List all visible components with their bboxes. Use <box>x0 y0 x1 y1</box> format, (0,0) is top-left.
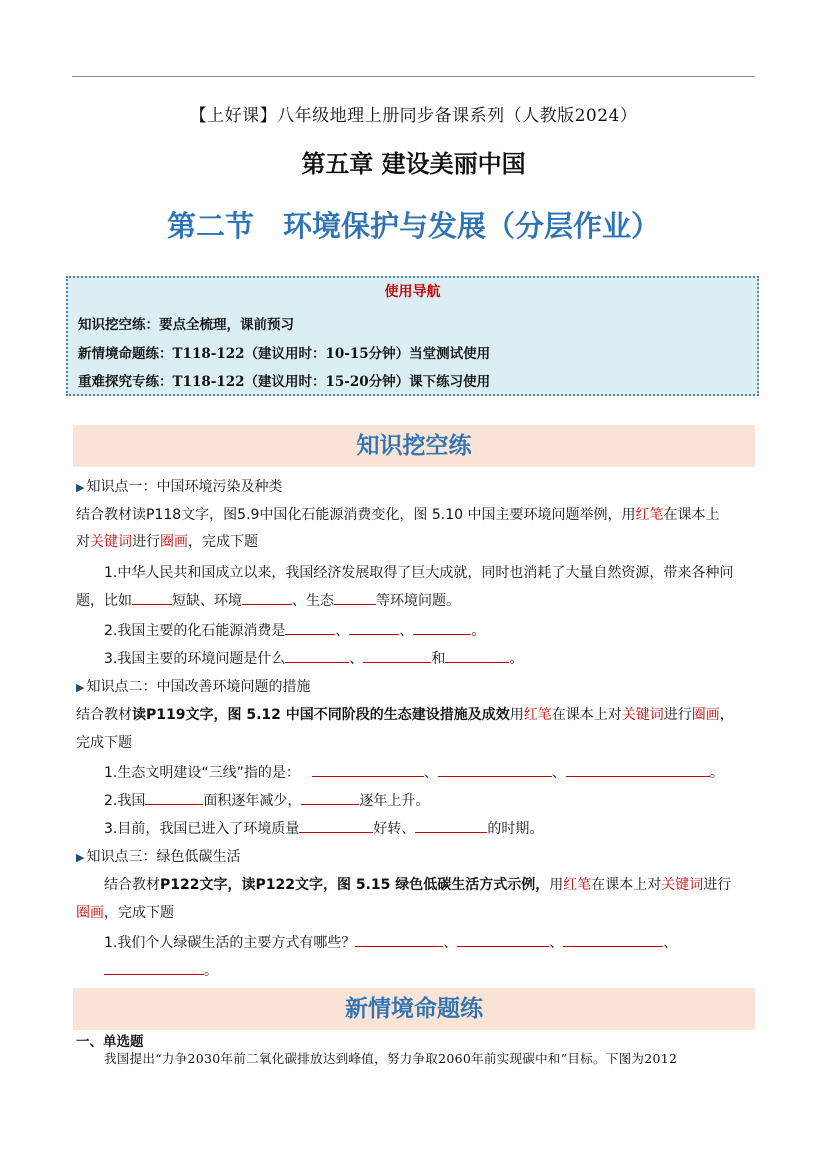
part-heading: 一、单选题 <box>76 1034 144 1050</box>
kp1-intro-line2: 对关键词进行圈画，完成下题 <box>76 534 258 550</box>
kp2-q1: 1.生态文明建设“三线”指的是： 、 、 。 <box>104 762 724 782</box>
answer-blank[interactable] <box>566 762 710 777</box>
answer-blank[interactable] <box>363 648 431 663</box>
triangle-icon: ▶ <box>76 481 85 494</box>
answer-blank[interactable] <box>285 648 349 663</box>
question-stem: 我国提出“力争2030年前二氧化碳排放达到峰值，努力争取2060年前实现碳中和”目标。下图为2012 <box>104 1051 678 1066</box>
red-pen-text: 红笔 <box>563 877 592 893</box>
kp2-heading: ▶ 知识点二：中国改善环境问题的措施 <box>76 679 311 695</box>
circle-text: 圈画 <box>691 707 720 723</box>
section-title: 第二节 环境保护与发展（分层作业） <box>166 209 660 243</box>
circle-text: 圈画 <box>160 534 188 550</box>
kp3-q1-cont: 。 <box>104 960 218 980</box>
answer-blank[interactable] <box>132 590 172 605</box>
answer-blank[interactable] <box>299 818 373 833</box>
keyword-text: 关键词 <box>621 707 664 723</box>
kp2-intro-line2: 完成下题 <box>76 735 132 751</box>
answer-blank[interactable] <box>438 762 552 777</box>
red-pen-text: 红笔 <box>635 507 664 523</box>
circle-text: 圈画 <box>76 905 104 921</box>
keyword-text: 关键词 <box>90 534 132 550</box>
kp1-heading: ▶ 知识点一：中国环境污染及种类 <box>76 479 283 495</box>
kp1-q2: 2.我国主要的化石能源消费是 、 、 。 <box>104 620 485 640</box>
red-pen-text: 红笔 <box>523 707 552 723</box>
answer-blank[interactable] <box>415 818 487 833</box>
nav-line-2: 新情境命题练：T118-122（建议用时：10-15分钟）当堂测试使用 <box>78 346 491 362</box>
answer-blank[interactable] <box>145 790 203 805</box>
answer-blank[interactable] <box>457 932 549 947</box>
answer-blank[interactable] <box>242 590 292 605</box>
answer-blank[interactable] <box>104 960 204 975</box>
answer-blank[interactable] <box>355 932 443 947</box>
header-rule <box>72 76 755 77</box>
knowledge-banner: 知识挖空练 <box>73 425 755 467</box>
answer-blank[interactable] <box>349 620 399 635</box>
answer-blank[interactable] <box>312 762 424 777</box>
kp2-intro-line1: 结合教材读P119文字，图 5.12 中国不同阶段的生态建设措施及成效用红笔在课本上对关键词进行圈画， <box>76 707 734 723</box>
kp2-q2: 2.我国 面积逐年减少， 逐年上升。 <box>104 790 429 810</box>
kp3-heading: ▶ 知识点三：绿色低碳生活 <box>76 849 241 865</box>
chapter-title: 第五章 建设美丽中国 <box>301 149 526 178</box>
answer-blank[interactable] <box>334 590 376 605</box>
kp1-intro-line1: 结合教材读P118文字，图5.9中国化石能源消费变化，图 5.10 中国主要环境问题举例，用红笔在课本上 <box>76 507 720 523</box>
keyword-text: 关键词 <box>661 877 704 893</box>
kp1-q1-line1: 1.中华人民共和国成立以来，我国经济发展取得了巨大成就，同时也消耗了大量自然资源，带来各种问 <box>104 565 734 581</box>
context-banner: 新情境命题练 <box>73 988 755 1030</box>
answer-blank[interactable] <box>301 790 359 805</box>
answer-blank[interactable] <box>445 648 509 663</box>
triangle-icon: ▶ <box>76 681 85 694</box>
kp2-q3: 3.目前，我国已进入了环境质量 好转、 的时期。 <box>104 818 543 838</box>
nav-title: 使用导航 <box>384 284 441 300</box>
kp1-q1-line2: 题，比如 短缺、环境 、生态 等环境问题。 <box>76 590 460 610</box>
usage-navigation-box <box>66 276 759 396</box>
triangle-icon: ▶ <box>76 851 85 864</box>
answer-blank[interactable] <box>563 932 663 947</box>
nav-line-3: 重难探究专练：T118-122（建议用时：15-20分钟）课下练习使用 <box>78 374 491 390</box>
answer-blank[interactable] <box>285 620 335 635</box>
kp1-q3: 3.我国主要的环境问题是什么 、 和 。 <box>104 648 523 668</box>
kp3-intro-line1: 结合教材P122文字，读P122文字，图 5.15 绿色低碳生活方式示例，用红笔在课本上对关键词进行 <box>104 877 732 893</box>
series-title: 【上好课】八年级地理上册同步备课系列（人教版2024） <box>189 106 638 126</box>
kp3-intro-line2: 圈画，完成下题 <box>76 905 174 921</box>
answer-blank[interactable] <box>413 620 471 635</box>
nav-line-1: 知识挖空练：要点全梳理，课前预习 <box>78 317 294 333</box>
kp3-q1: 1.我们个人绿碳生活的主要方式有哪些？ 、 、 、 <box>104 932 677 952</box>
